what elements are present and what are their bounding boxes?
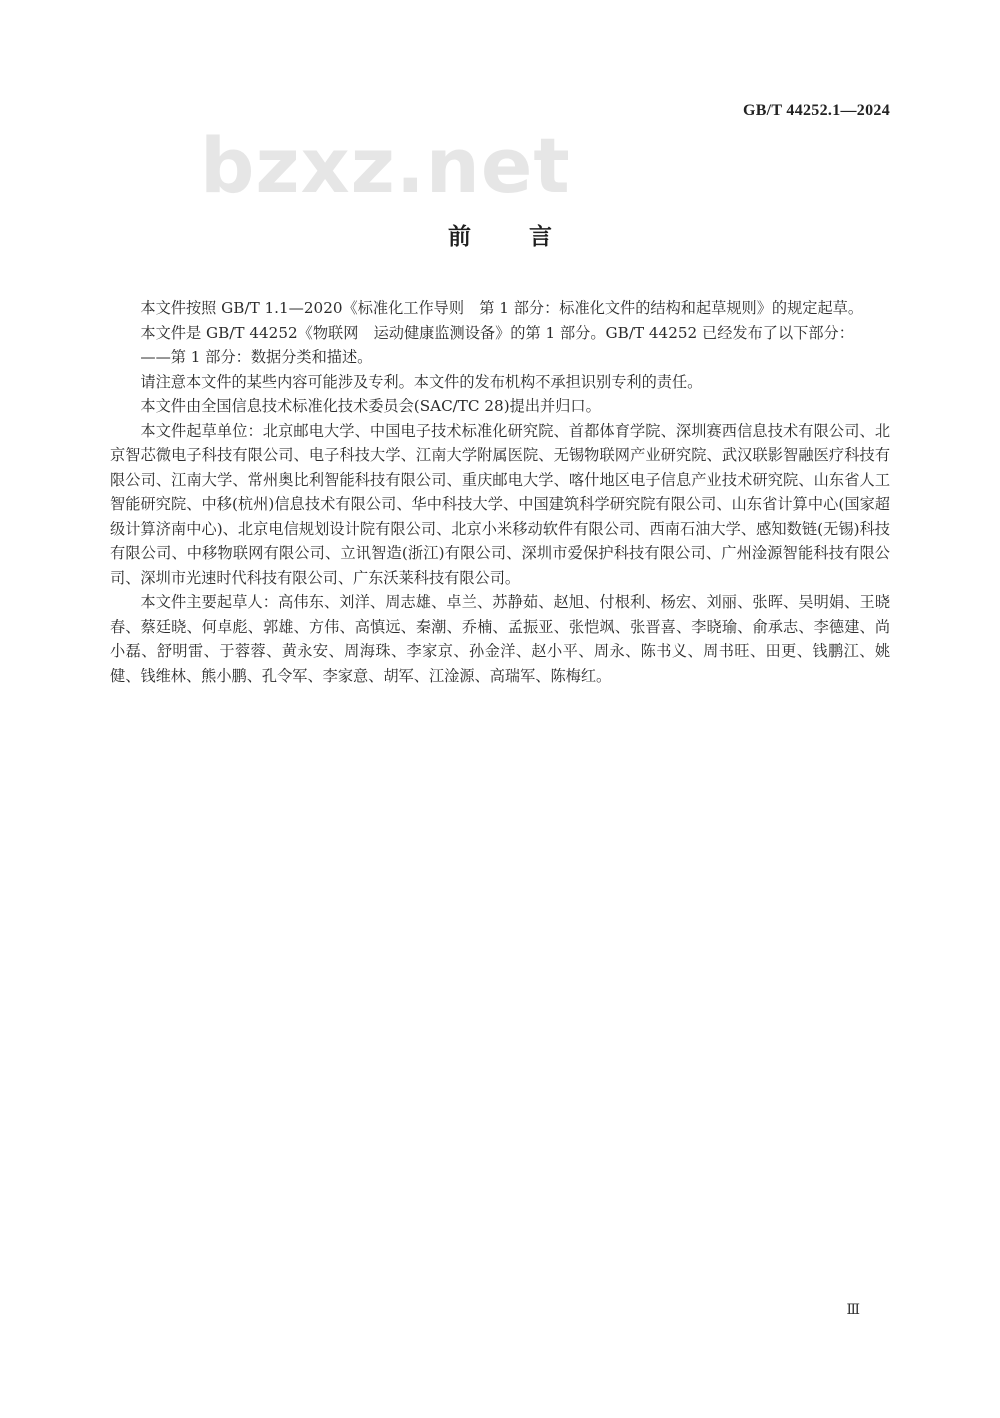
paragraph-drafters: 本文件主要起草人：高伟东、刘洋、周志雄、卓兰、苏静茹、赵旭、付根利、杨宏、刘丽、张晖、吴明娟、王晓春、蔡廷晓、何卓彪、郭雄、方伟、高慎远、秦潮、乔楠、孟振亚、张恺飒、张晋喜、李晓瑜、俞承志、李德建、尚小磊、舒明雷、于蓉蓉、黄永安、周海珠、李家京、孙金洋、赵小平、周永、陈书义、周书旺、田更、钱鹏江、姚健、钱维林、熊小鹏、孔令军、李家意、胡军、江淦源、高瑞军、陈梅红。 [110,593,890,685]
watermark: bzxz.net [200,121,571,210]
paragraph-drafting-rules: 本文件按照 GB/T 1.1—2020《标准化工作导则 第 1 部分：标准化文件的结构和起草规则》的规定起草。 [140,299,864,317]
standard-number: GB/T 44252.1—2024 [742,102,890,119]
paragraph-patent-notice: 请注意本文件的某些内容可能涉及专利。本文件的发布机构不承担识别专利的责任。 [140,372,703,391]
paragraph-part-list-item: ——第 1 部分：数据分类和描述。 [140,348,373,366]
preface-body [110,296,890,688]
paragraph-series-part: 本文件是 GB/T 44252《物联网 运动健康监测设备》的第 1 部分。GB/T 44252 已经发布了以下部分： [140,323,854,342]
paragraph-drafting-units: 本文件起草单位：北京邮电大学、中国电子技术标准化研究院、首都体育学院、深圳赛西信息技术有限公司、北京智芯微电子科技有限公司、电子科技大学、江南大学附属医院、无锡物联网产业研究院、武汉联影智融医疗科技有限公司、江南大学、常州奥比利智能科技有限公司、重庆邮电大学、喀什地区电子信息产业技术研究院、山东省人工智能研究院、中移(杭州)信息技术有限公司、华中科技大学、中国建筑科学研究院有限公司、山东省计算中心(国家超级计算济南中心)、北京电信规划设计院有限公司、北京小米移动软件有限公司、西南石油大学、感知数链(无锡)科技有限公司、中移物联网有限公司、立讯智造(浙江)有限公司、深圳市爱保护科技有限公司、广州淦源智能科技有限公司、深圳市光速时代科技有限公司、广东沃莱科技有限公司。 [110,421,890,587]
page-number: Ⅲ [846,1303,860,1318]
page-title: 前言 [448,224,610,250]
paragraph-proposer: 本文件由全国信息技术标准化技术委员会(SAC/TC 28)提出并归口。 [140,397,601,415]
